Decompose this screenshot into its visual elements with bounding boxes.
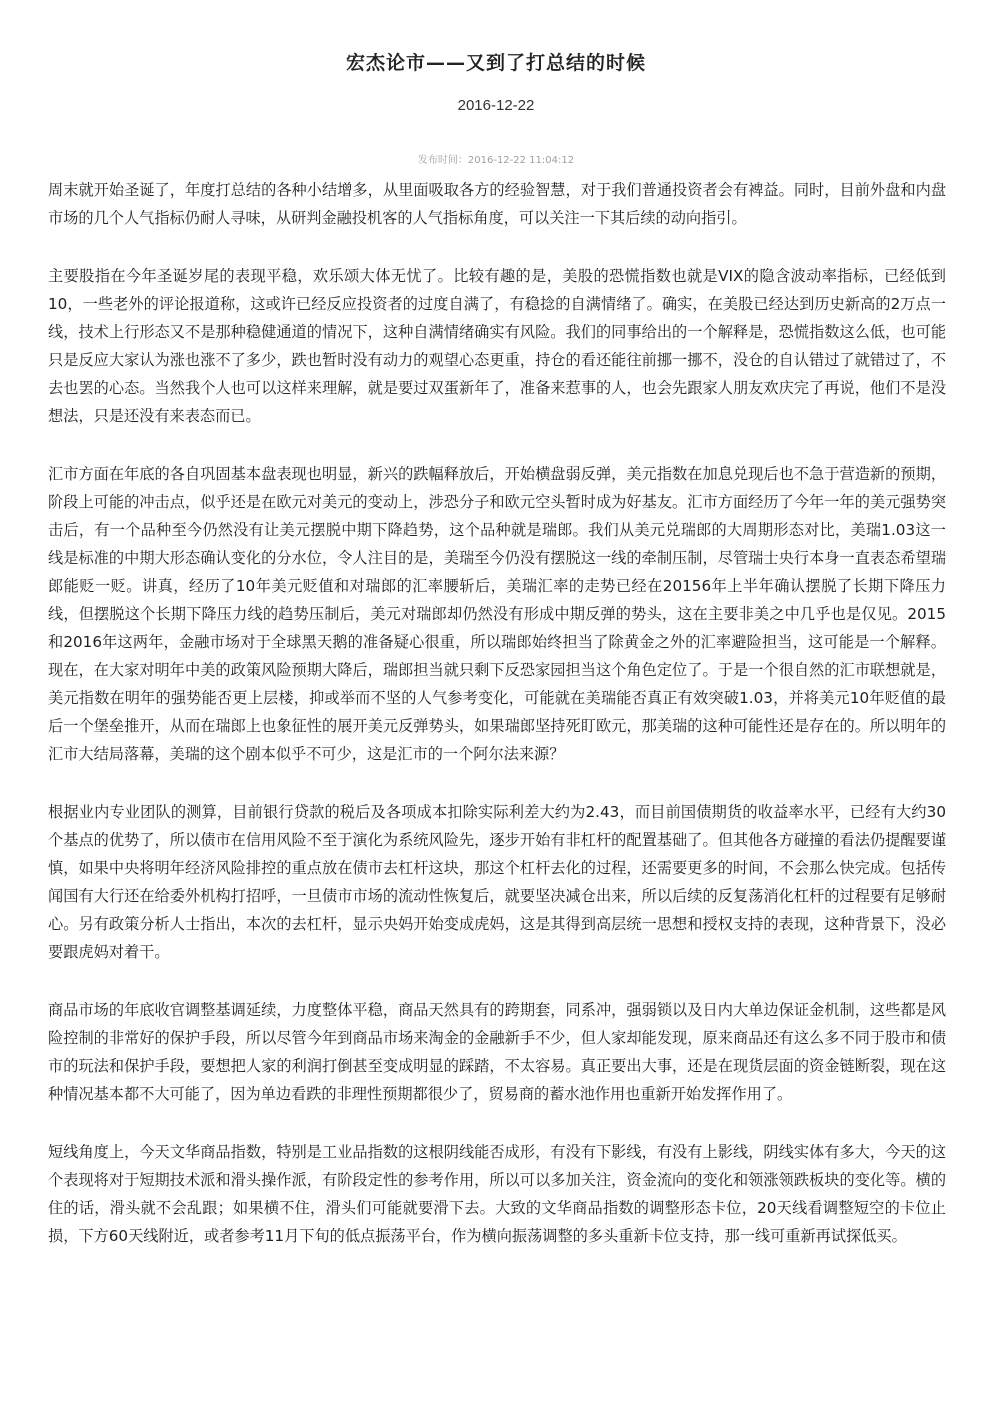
paragraph-stocks: 主要股指在今年圣诞岁尾的表现平稳，欢乐颂大体无忧了。比较有趣的是，美股的恐慌指数也就是VIX的隐含波动率指标，已经低到10，一些老外的评论报道称，这或许已经反应投资者的过度自满了，有稳捻的自满情绪了。确实，在美股已经达到历史新高的2万点一线，技术上行形态又不是那种稳健通道的情况下，这种自满情绪确实有风险。我们的同事给出的一个解释是，恐慌指数这么低，也可能只是反应大家认为涨也涨不了多少，跌也暂时没有动力的观望心态更重，持仓的看还能往前挪一挪不，没仓的自认错过了就错过了，不去也罢的心态。当然我个人也可以这样来理解，就是要过双蛋新年了，准备来惹事的人，也会先跟家人朋友欢庆完了再说，他们不是没想法，只是还没有来表态而已。 (48, 267, 946, 425)
paragraph-intro: 周末就开始圣诞了，年度打总结的各种小结增多，从里面吸取各方的经验智慧，对于我们普通投资者会有裨益。同时，目前外盘和内盘市场的几个人气指标仍耐人寻味，从研判金融投机客的人气指标角度，可以关注一下其后续的动向指引。 (48, 181, 946, 227)
paragraph-forex: 汇市方面在年底的各自巩固基本盘表现也明显，新兴的跌幅释放后，开始横盘弱反弹，美元指数在加息兑现后也不急于营造新的预期，阶段上可能的冲击点，似乎还是在欧元对美元的变动上，涉恐分子和欧元空头暂时成为好基友。汇市方面经历了今年一年的美元强势突击后，有一个品种至今仍然没有让美元摆脱中期下降趋势，这个品种就是瑞郎。我们从美元兑瑞郎的大周期形态对比，美瑞1.03这一线是标准的中期大形态确认变化的分水位，令人注目的是，美瑞至今仍没有摆脱这一线的牵制压制，尽管瑞士央行本身一直表态希望瑞郎能贬一贬。讲真，经历了10年美元贬值和对瑞郎的汇率腰斩后，美瑞汇率的走势已经在20156年上半年确认摆脱了长期下降压力线，但摆脱这个长期下降压力线的趋势压制后，美元对瑞郎却仍然没有形成中期反弹的势头，这在主要非美之中几乎也是仅见。2015和2016年这两年，金融市场对于全球黑天鹅的准备疑心很重，所以瑞郎始终担当了除黄金之外的汇率避险担当，这可能是一个解释。现在，在大家对明年中美的政策风险预期大降后，瑞郎担当就只剩下反恐家园担当这个角色定位了。于是一个很自然的汇市联想就是，美元指数在明年的强势能否更上层楼，抑或举而不坚的人气参考变化，可能就在美瑞能否真正有效突破1.03，并将美元10年贬值的最后一个堡垒推开，从而在瑞郎上也象征性的展开美元反弹势头，如果瑞郎坚持死盯欧元，那美瑞的这种可能性还是存在的。所以明年的汇市大结局落幕，美瑞的这个剧本似乎不可少，这是汇市的一个阿尔法来源？ (48, 465, 946, 763)
paragraph-bonds: 根据业内专业团队的测算，目前银行贷款的税后及各项成本扣除实际利差大约为2.43，而目前国债期货的收益率水平，已经有大约30个基点的优势了，所以债市在信用风险不至于演化为系统风险先，逐步开始有非杠杆的配置基础了。但其他各方碰撞的看法仍提醒要谨慎，如果中央将明年经济风险排控的重点放在债市去杠杆这块，那这个杠杆去化的过程，还需要更多的时间，不会那么快完成。包括传闻国有大行还在给委外机构打招呼，一旦债市市场的流动性恢复后，就要坚决减仓出来，所以后续的反复荡消化杠杆的过程要有足够耐心。另有政策分析人士指出，本次的去杠杆，显示央妈开始变成虎妈，这是其得到高层统一思想和授权支持的表现，这种背景下，没必要跟虎妈对着干。 (48, 803, 946, 961)
paragraph-short-term: 短线角度上，今天文华商品指数，特别是工业品指数的这根阴线能否成形，有没有下影线，有没有上影线，阴线实体有多大，今天的这个表现将对于短期技术派和滑头操作派，有阶段定性的参考作用，所以可以多加关注，资金流向的变化和领涨领跌板块的变化等。横的住的话，滑头就不会乱跟；如果横不住，滑头们可能就要滑下去。大致的文华商品指数的调整形态卡位，20天线看调整短空的卡位止损，下方60天线附近，或者参考11月下旬的低点振荡平台，作为横向振荡调整的多头重新卡位支持，那一线可重新再试探低买。 (48, 1143, 946, 1245)
article-title: 宏杰论市——又到了打总结的时候 (345, 52, 646, 74)
publish-time: 发布时间：2016-12-22 11:04:12 (417, 155, 575, 166)
article-date: 2016-12-22 (457, 97, 535, 114)
paragraph-commodities: 商品市场的年底收官调整基调延续，力度整体平稳，商品天然具有的跨期套，同系冲，强弱锁以及日内大单边保证金机制，这些都是风险控制的非常好的保护手段，所以尽管今年到商品市场来淘金的金融新手不少，但人家却能发现，原来商品还有这么多不同于股市和债市的玩法和保护手段，要想把人家的利润打倒甚至变成明显的踩踏，不太容易。真正要出大事，还是在现货层面的资金链断裂，现在这种情况基本都不大可能了，因为单边看跌的非理性预期都很少了，贸易商的蓄水池作用也重新开始发挥作用了。 (48, 1001, 946, 1103)
article-body (48, 176, 946, 1280)
